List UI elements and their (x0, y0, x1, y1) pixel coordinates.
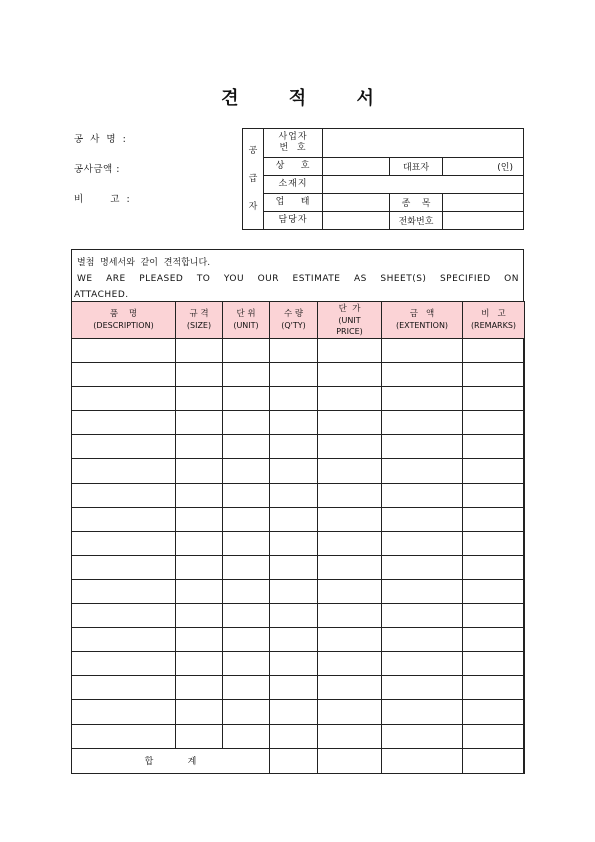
total-cell[interactable] (270, 748, 318, 773)
item-cell[interactable] (72, 628, 176, 652)
item-cell[interactable] (223, 411, 270, 435)
item-cell[interactable] (463, 387, 525, 411)
item-cell[interactable] (176, 507, 223, 531)
contact-person-label: 담당자 (264, 212, 323, 230)
item-cell[interactable] (463, 700, 525, 724)
column-header (176, 302, 223, 339)
table-row (72, 555, 525, 579)
item-cell[interactable] (463, 724, 525, 748)
column-header (382, 302, 463, 339)
table-row (72, 531, 525, 555)
item-cell[interactable] (176, 411, 223, 435)
total-cell[interactable] (382, 748, 463, 773)
item-cell[interactable] (270, 700, 318, 724)
item-cell[interactable] (176, 579, 223, 603)
company-name-label: 상 호 (264, 158, 323, 176)
item-cell[interactable] (223, 724, 270, 748)
item-cell[interactable] (223, 531, 270, 555)
item-cell[interactable] (176, 724, 223, 748)
item-cell[interactable] (223, 459, 270, 483)
item-cell[interactable] (223, 435, 270, 459)
item-cell[interactable] (72, 411, 176, 435)
item-cell[interactable] (223, 507, 270, 531)
total-cell[interactable] (318, 748, 382, 773)
item-cell[interactable] (270, 628, 318, 652)
column-header (223, 302, 270, 339)
total-label: 합 계 (72, 748, 270, 773)
table-row (72, 339, 525, 363)
item-cell[interactable] (270, 507, 318, 531)
item-cell[interactable] (463, 483, 525, 507)
item-cell[interactable] (318, 459, 382, 483)
table-row (72, 700, 525, 724)
table-row (72, 459, 525, 483)
item-cell[interactable] (318, 724, 382, 748)
item-cell[interactable] (270, 387, 318, 411)
side-char: 공 (248, 146, 258, 156)
business-item-field[interactable] (443, 194, 524, 212)
table-row (72, 411, 525, 435)
item-cell[interactable] (270, 676, 318, 700)
phone-field[interactable] (443, 212, 524, 230)
item-cell[interactable] (223, 628, 270, 652)
item-cell[interactable] (223, 555, 270, 579)
column-header-english: (UNIT PRICE) (336, 315, 363, 336)
project-name-label: 공 사 명 : (74, 134, 128, 145)
item-cell[interactable] (382, 555, 463, 579)
item-cell[interactable] (463, 579, 525, 603)
item-cell[interactable] (176, 459, 223, 483)
address-field[interactable] (323, 176, 524, 194)
item-cell[interactable] (72, 604, 176, 628)
item-cell[interactable] (223, 483, 270, 507)
items-table (71, 301, 525, 774)
column-header (318, 302, 382, 339)
business-type-label: 업 태 (264, 194, 323, 212)
remarks-label: 비 고 : (74, 194, 132, 205)
column-header-english: (REMARKS) (470, 321, 517, 330)
item-cell[interactable] (382, 459, 463, 483)
page-title: 견 적 서 (221, 88, 396, 109)
item-cell[interactable] (382, 363, 463, 387)
item-cell[interactable] (318, 507, 382, 531)
item-cell[interactable] (176, 628, 223, 652)
item-cell[interactable] (270, 435, 318, 459)
item-cell[interactable] (223, 579, 270, 603)
column-header-english: (DESCRIPTION) (93, 321, 154, 330)
column-header (270, 302, 318, 339)
item-cell[interactable] (72, 652, 176, 676)
column-header-korean: 수 량 (283, 309, 304, 319)
item-cell[interactable] (318, 579, 382, 603)
item-cell[interactable] (382, 339, 463, 363)
column-header-korean: 품 명 (109, 309, 138, 319)
item-cell[interactable] (176, 531, 223, 555)
item-cell[interactable] (72, 531, 176, 555)
column-header (72, 302, 176, 339)
address-label: 소재지 (264, 176, 323, 194)
item-cell[interactable] (176, 700, 223, 724)
column-header (463, 302, 525, 339)
item-cell[interactable] (223, 676, 270, 700)
column-header-korean: 규 격 (189, 309, 209, 319)
item-cell[interactable] (270, 411, 318, 435)
item-cell[interactable] (72, 339, 176, 363)
item-cell[interactable] (223, 363, 270, 387)
item-cell[interactable] (382, 628, 463, 652)
item-cell[interactable] (463, 628, 525, 652)
table-row (72, 387, 525, 411)
item-cell[interactable] (72, 507, 176, 531)
contact-person-field[interactable] (323, 212, 390, 230)
item-cell[interactable] (382, 507, 463, 531)
item-cell[interactable] (382, 579, 463, 603)
table-row (72, 604, 525, 628)
item-cell[interactable] (176, 555, 223, 579)
item-cell[interactable] (176, 676, 223, 700)
item-cell[interactable] (72, 387, 176, 411)
business-item-label: 종 목 (390, 194, 443, 212)
item-cell[interactable] (382, 531, 463, 555)
item-cell[interactable] (463, 507, 525, 531)
item-cell[interactable] (318, 363, 382, 387)
item-cell[interactable] (318, 411, 382, 435)
item-cell[interactable] (72, 435, 176, 459)
item-cell[interactable] (176, 339, 223, 363)
item-cell[interactable] (176, 387, 223, 411)
item-cell[interactable] (318, 483, 382, 507)
item-cell[interactable] (270, 363, 318, 387)
item-cell[interactable] (223, 700, 270, 724)
table-row (72, 579, 525, 603)
column-header-english: (EXTENTION) (395, 321, 449, 330)
column-header-korean: 금 액 (409, 309, 435, 319)
item-cell[interactable] (270, 555, 318, 579)
item-cell[interactable] (318, 628, 382, 652)
supplier-side-label (243, 129, 264, 230)
item-cell[interactable] (176, 483, 223, 507)
item-cell[interactable] (382, 724, 463, 748)
item-cell[interactable] (318, 676, 382, 700)
intro-english-line2: ATTACHED. (74, 290, 129, 300)
item-cell[interactable] (72, 459, 176, 483)
item-cell[interactable] (463, 459, 525, 483)
business-number-field[interactable] (323, 129, 524, 158)
table-row (72, 483, 525, 507)
item-cell[interactable] (270, 339, 318, 363)
item-cell[interactable] (463, 435, 525, 459)
item-cell[interactable] (318, 555, 382, 579)
intro-korean: 별첨 명세서와 같이 견적합니다. (77, 258, 211, 268)
item-cell[interactable] (382, 700, 463, 724)
table-row (72, 676, 525, 700)
business-type-field[interactable] (323, 194, 390, 212)
item-cell[interactable] (72, 700, 176, 724)
table-row (72, 435, 525, 459)
item-cell[interactable] (270, 652, 318, 676)
item-cell[interactable] (463, 339, 525, 363)
item-cell[interactable] (382, 483, 463, 507)
column-header-english: (SIZE) (186, 321, 212, 330)
item-cell[interactable] (72, 724, 176, 748)
table-row (72, 507, 525, 531)
table-row (72, 363, 525, 387)
item-cell[interactable] (463, 411, 525, 435)
item-cell[interactable] (72, 363, 176, 387)
business-number-label: 사업자 번 호 (264, 129, 323, 158)
item-cell[interactable] (270, 483, 318, 507)
item-cell[interactable] (382, 411, 463, 435)
total-row (72, 748, 525, 773)
table-row (72, 628, 525, 652)
item-cell[interactable] (382, 435, 463, 459)
item-cell[interactable] (318, 604, 382, 628)
side-char: 자 (248, 202, 258, 212)
item-cell[interactable] (463, 676, 525, 700)
item-cell[interactable] (176, 435, 223, 459)
column-header-english: (Q'TY) (281, 321, 306, 330)
item-cell[interactable] (382, 604, 463, 628)
column-header-korean: 단 가 (338, 303, 361, 314)
company-name-field[interactable] (323, 158, 390, 176)
item-cell[interactable] (463, 604, 525, 628)
item-cell[interactable] (223, 652, 270, 676)
item-cell[interactable] (223, 604, 270, 628)
item-cell[interactable] (270, 459, 318, 483)
column-header-english: (UNIT) (233, 321, 259, 330)
items-header-row (72, 302, 525, 339)
supplier-table (242, 128, 524, 230)
item-cell[interactable] (270, 604, 318, 628)
item-cell[interactable] (318, 339, 382, 363)
item-cell[interactable] (318, 387, 382, 411)
item-cell[interactable] (176, 604, 223, 628)
item-cell[interactable] (463, 652, 525, 676)
item-cell[interactable] (382, 652, 463, 676)
table-row (72, 724, 525, 748)
item-cell[interactable] (270, 531, 318, 555)
column-header-korean: 비 고 (481, 309, 506, 319)
item-cell[interactable] (318, 531, 382, 555)
item-cell[interactable] (72, 483, 176, 507)
table-row (72, 652, 525, 676)
column-header-korean: 단 위 (236, 309, 256, 319)
intro-text (74, 255, 519, 303)
item-cell[interactable] (463, 555, 525, 579)
item-cell[interactable] (270, 579, 318, 603)
item-cell[interactable] (223, 339, 270, 363)
item-cell[interactable] (72, 579, 176, 603)
item-cell[interactable] (318, 435, 382, 459)
item-cell[interactable] (463, 363, 525, 387)
representative-label: 대표자 (390, 158, 443, 176)
item-cell[interactable] (72, 555, 176, 579)
representative-seal[interactable]: (인) (443, 158, 524, 176)
item-cell[interactable] (463, 531, 525, 555)
item-cell[interactable] (270, 724, 318, 748)
item-cell[interactable] (382, 676, 463, 700)
side-char: 급 (248, 174, 258, 184)
item-cell[interactable] (72, 676, 176, 700)
total-cell[interactable] (463, 748, 525, 773)
item-cell[interactable] (318, 700, 382, 724)
item-cell[interactable] (176, 652, 223, 676)
item-cell[interactable] (382, 387, 463, 411)
phone-label: 전화번호 (390, 212, 443, 230)
item-cell[interactable] (176, 363, 223, 387)
item-cell[interactable] (223, 387, 270, 411)
intro-english-line1: WE ARE PLEASED TO YOU OUR ESTIMATE AS SHEET(S) SPECIFIED ON (77, 274, 519, 284)
project-amount-label: 공사금액 : (74, 164, 120, 175)
item-cell[interactable] (318, 652, 382, 676)
